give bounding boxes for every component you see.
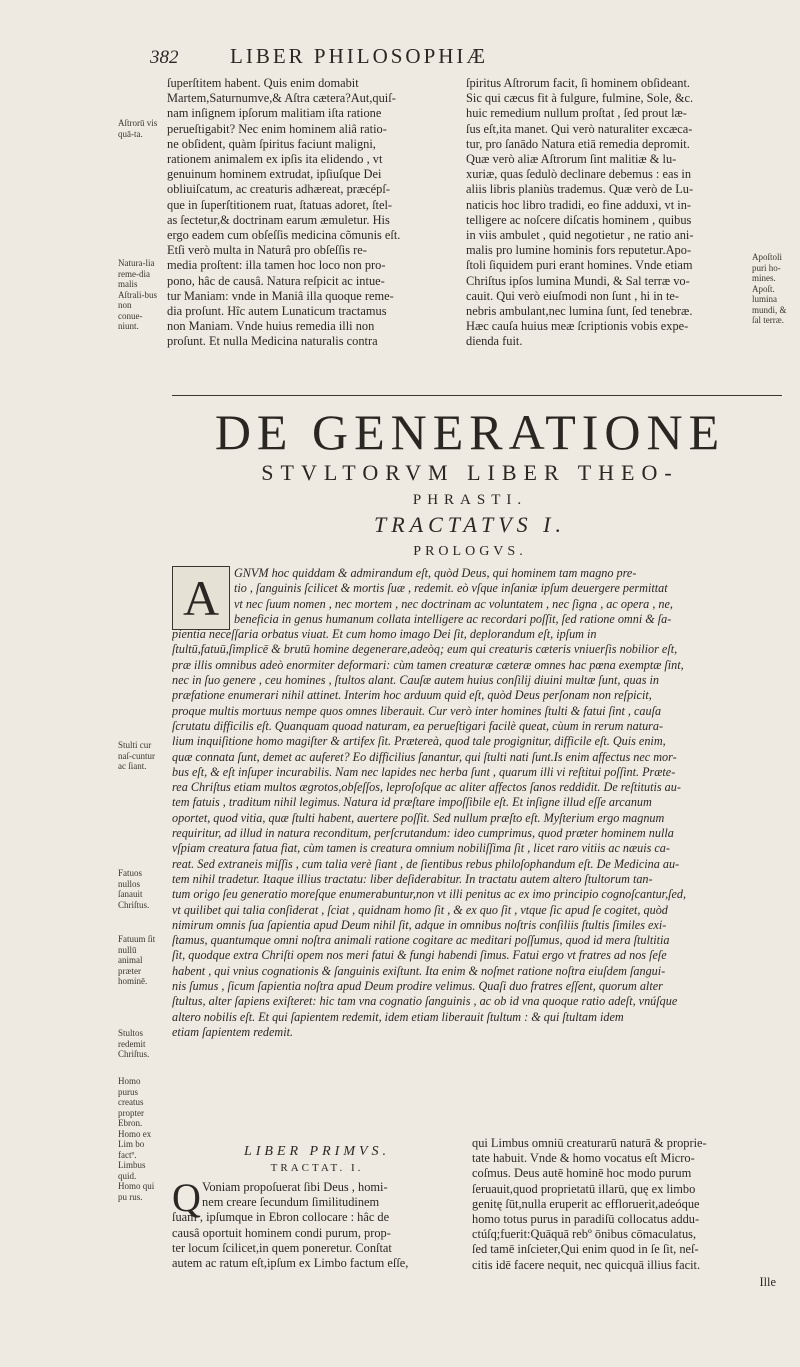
page-number: 382 [150,47,179,68]
prologue-text-line: bus eſt, & eſt inſuper incurabilis. Nam nec lapides nec herba ſunt , quarum illi vi reſtitui poſſint. Præte- [172,764,676,779]
bottom-right-text-line: citis idē facere nequit, nec quicquā illius facit. [472,1257,701,1272]
prologue-text-line: ſtultus, alter ſapiens exiſteret: hic tam vna cognatio ſanguinis , ac ob id vna quoque ratio adeſt, vnúſque [172,994,678,1009]
prologue-text-line: beneficia in genus humanum collata intelligere ac recordari poſſit, ſed ratione omni & ſa- [234,611,672,626]
margin-note-stulti: Stulti cur naſ-cuntur ac ſiant. [118,740,155,771]
prologue-text-line: lium inquiſitione homo magiſter & artifex ſit. Prætereà, quod tale progignitur, difficile eſt. Quis enim, [172,734,666,749]
top-left-text-line: rationem animalem ex ipſis ita elidendo , vt [167,152,383,167]
prologue-text-line: nec in ſuo genere , ceu homines , ſtultos alant. Cauſæ autem huius conſilij diuini multæ ſunt, quas in [172,673,660,688]
top-left-text-line: ergo eadem cum obſeſſis medicina cõmunis eſt. [167,228,401,243]
prologue-text-line: etiam ſapientem redemit. [172,1024,294,1039]
prologue-text-line: vt quilibet qui talia conſiderat , ſciat , quidnam homo ſit , & ex quo ſit , vtque ſic apud ſe cogitet, quòd [172,902,668,917]
prologue-text-line: tem nihil tradetur. Itaque illius tractatu: liber deſiderabitur. In tractatu autem altero ſtultorum tan- [172,871,653,886]
prologue-text-line: ſtultū,fatuū,ſimplicē & brutū homine degenerare,adeòq; eum qui creaturis cæteris vniuerſis nobilior eſt, [172,642,678,657]
title-line-3: PHRASTI. [412,492,528,508]
prologus-heading: PROLOGVS. [413,544,527,559]
top-right-text-line: huic remedium nullum proſtat , ſed prout læ- [466,106,687,121]
top-left-text-line: non Maniam. Vnde huius remedia illi non [167,319,375,334]
prologue-text-line: vſpiam creatura fatua fiat, cùm tamen is creatura omnium nobiliſſima ſit , licet raro vitiis ac næuis ca- [172,841,670,856]
top-right-column [466,76,766,350]
bottom-right-column [472,1136,768,1273]
margin-note-homo: Homo purus creatus propter Ebron. Homo ex Lim bo factº. Limbus quid. Homo qui pu rus. [118,1076,155,1202]
bottom-right-text-line: qui Limbus omniū creaturarū naturā & proprie- [472,1136,707,1150]
top-right-text-line: in viis ambulet , quid negotietur , ne ratio ani- [466,228,694,243]
prologue-text-line: ſcrutatu difficilis eſt. Quanquam quoad naturam, ea perueſtigari facilè queat, cùum in rerum natura- [172,718,664,733]
prologue-text-line: rea Chriſtus etiam multos ægrotos,obſeſſos, leproſoſque ac aliter affectos ſanos reddidit. De reſtitutis au- [172,780,681,795]
prologue-text-line: præ illis omnibus adeò enormiter deformari: cùm tamen creaturæ cæteræ omnes hac pœna exemptæ ſint, [172,657,684,672]
top-left-text-line: as ſectetur,& doctrinam earum æmuletur. His [167,212,390,227]
top-right-text-line: nebris ambulant,nec lumina ſunt, ſed tenebræ. [466,304,693,319]
top-right-text-line: ſpiritus Aſtrorum facit, ſi hominem obſideant. [466,76,691,90]
top-right-text-line: ſtoli ſiquidem puri erant homines. Vnde etiam [466,258,693,273]
running-head: LIBER PHILOSOPHIÆ [230,44,489,68]
prologue-text-line: nimirum omnis ſua ſapientia apud Deum nihil ſit, adque in omnibus noſtris conſiliis ſtultis ſimiles exi- [172,917,667,932]
prologue-text-line: proque multis mortuus nempe quos omnes liberauit. Cur verò inter homines ſtulti & fatui ſint , cauſa [172,703,662,718]
top-right-text-line: naticis hoc libro tradidi, eo fine adduxi, vt in- [466,197,692,212]
bottom-right-text-line: ſeruauit,quod proprietatū illarū, quę ex limbo [472,1181,696,1196]
top-left-text-line: nam inſignem ipſorum malitiam iſta ratione [167,106,382,121]
top-left-column [167,76,459,350]
initial-letter: A [182,570,220,626]
bottom-left-text-line: causâ oportuit hominem condi purum, prop- [172,1225,391,1240]
top-right-text-line: malis pro lumine hominis fors reputetur.Apo- [466,243,692,258]
top-left-text-line: media proſtent: illa tamen hoc loco non pro- [167,258,386,273]
top-right-text-line: Hæc cauſa huius meæ ſcriptionis vobis expe- [466,319,689,334]
bottom-right-text-line: coſmus. Deus autē hominē hoc modo purum [472,1166,692,1181]
bottom-left-text-line: autem ac ratum eſt,ipſum ex Limbo factum eſſe, [172,1256,409,1271]
top-left-text-line: que in ſuperſtitionem ruat, ſtatuas adoret, ſtel- [167,197,393,212]
prologue-text-line: tem fatuis , traditum nihil legimus. Natura id præſtare impoſſibile eſt. Et inſigne illud eſſe arcanum [172,795,652,810]
prologue-text-line: quæ connata ſunt, demet ac auferet? Eo difficilius ſanantur, qui ſtulti nati ſunt.Is enim affectus nec mor- [172,749,677,764]
margin-note-stultos: Stultos redemit Chriſtus. [118,1028,150,1059]
tractatus-heading: TRACTATVS I. [373,512,566,537]
top-right-text-line: ſus eſt,ita manet. Qui verò naturaliter excæca- [466,121,693,136]
top-right-text-line: telligere ac noſcere diſcatis hominem , quibus [466,212,692,227]
margin-note-naturalia: Natura-lia reme-dia malis Aſtrali-bus non conue-niunt. [118,258,157,331]
top-right-text-line: Sic qui cæcus fit à fulgure, fulmine, Sole, &c. [466,91,694,106]
bottom-left-text-line: nem creare ſecundum ſimilitudinem [202,1195,380,1210]
tractatus-subheading: TRACTAT. I. [270,1162,364,1174]
top-left-text-line: perueſtigabit? Nec enim hominem aliâ ratio- [167,121,387,136]
top-left-text-line: genuinum hominem extrudat, ipſiuſque Dei [167,167,382,182]
bottom-left-text-line: ter locum ſcilicet,in quem poneretur. Conſtat [172,1240,392,1255]
bottom-right-text-line: genitę ſūt,nulla eruperit ac effloruerit,adeóque [472,1196,700,1211]
prologue-text-line: ſit, quodque extra Chriſti opem nos meri fatui & fungi habendi ſimus. Fatui ergo vt fratres ad nos ſeſe [172,948,667,963]
title-line-2: STVLTORVM LIBER THEO- [261,460,679,485]
bottom-left-column [172,1175,462,1271]
top-left-text-line: ne obſident, quàm ſpiritus faciunt maligni, [167,136,376,151]
catchword: Ille [759,1275,776,1289]
top-right-text-line: tur, pro ſanādo Natura etiā remedia depromit. [466,136,690,151]
liber-primus-heading: LIBER PRIMVS. [243,1144,391,1159]
prologue-text-line: pientia neceſſaria orbatus viuat. Et cum homo imago Dei ſit, deplorandum eſt, ipſum in [172,627,597,642]
prologue-text-line: nis ſumus , ſicum ſapientia noſtra apud Deum prodire velimus. Quaſi duo fratres eſſent, quorum alter [172,979,663,994]
top-left-text-line: dia proſunt. Hîc autem Lunaticum tractamus [167,304,387,319]
prologue-text-line: vt nec ſuum nomen , nec mortem , nec doctrinam ac voluntatem , nec ſigna , ac opera , ne, [234,596,673,611]
prologue-text-line: ſtamus, quantumque omni noſtra animali ratione cogitare ac meditari poſſumus, quod id mera ſtultitia [172,933,670,948]
main-title: DE GENERATIONE [214,404,726,460]
margin-note-fatuum: Fatuum ſit nullū animal præter hominē. [118,934,156,986]
prologue-text-line: tum origo ſeu generatio moreſque enumerabuntur,non vt illi penitus ac ex imo principio cognoſcantur,ſed, [172,887,687,902]
prologue-text [172,566,782,1040]
top-left-text-line: Etſi verò multa in Naturâ pro obſeſſis re- [167,243,367,258]
top-left-text-line: ſuperſtitem habent. Quis enim domabit [167,76,359,90]
bottom-right-text-line: ſed tamē inſcieter,Qui enim quod in ſe ſit, neſ- [472,1242,699,1257]
prologue-text-line: tio , ſanguinis ſcilicet & mortis ſuæ , redemit. eò vſque inſaniæ ipſum deuergere permittat [234,581,668,596]
top-left-text-line: tur Maniam: vnde in Maniâ illa quoque reme- [167,288,394,303]
prologue-text-line: reat. Sed extraneis miſſis , cum talia verè ſiant , de ſientibus rebus philoſophandum eſt. De Medicina au- [172,856,680,871]
bottom-right-text-line: homo totus purus in paradiſū collocatus addu- [472,1212,700,1227]
page-header [150,44,780,70]
top-right-text-line: dienda fuit. [466,334,523,349]
margin-note-astrorum: Aſtrorū vis quā-ta. [118,118,158,139]
top-left-text-line: proſunt. Et nulla Medicina naturalis contra [167,334,378,349]
section-rule [172,395,782,396]
top-right-text-line: cauit. Qui verò eiuſmodi non ſunt , hi in te- [466,288,680,303]
drop-cap-q: Q [172,1175,201,1220]
bottom-left-text-line: Voniam propoſuerat ſibi Deus , homi- [202,1180,388,1194]
prologue-text-line: altero nobilis eſt. Et qui ſapientem redemit, idem etiam liberauit ſtultum : & qui ſtultam idem [172,1009,624,1024]
bottom-right-text-line: tate habuit. Vnde & homo vocatus eſt Micro- [472,1151,695,1166]
top-left-text-line: Martem,Saturnumve,& Aſtra cætera?Aut,quiſ- [167,91,396,106]
top-right-text-line: Quæ verò aliæ Aſtrorum ſint malitiæ & lu- [466,152,677,167]
prologue-text-line: requiritur, ad illud in natura reconditum, perſcrutandum: ideo cumprimus, quod præter hominem nulla [172,826,674,841]
top-left-text-line: obliuiſcatum, ac creaturis adhæreat, præcépſ- [167,182,390,197]
prologue-text-line: oportet, quod vitia, quæ ſtulti habent, auertere poſſit. Sed nullum præſto eſt. Myſterium ergo magnum [172,810,665,825]
bottom-right-text-line: ctúſq;fuerit:Quāquā rebº ōnibus cōmaculatus, [472,1227,697,1242]
bottom-left-text-line: ſuam , ipſumque in Ebron collocare : hâc de [172,1210,390,1225]
top-right-text-line: aliis libris planiùs trademus. Quæ verò de Lu- [466,182,694,197]
margin-note-fatuos: Fatuos nullos ſanauit Chriſtus. [118,868,150,910]
top-right-text-line: xuriæ, quas ſedulò declinare debemus : eas in [466,167,692,182]
top-right-text-line: Chriſtus ipſos lumina Mundi, & Sal terræ vo- [466,273,690,288]
top-left-text-line: pono, hâc de causâ. Natura reſpicit ac intue- [167,273,385,288]
prologue-text-line: habent , qui vnius cognationis & ſanguinis exiſtunt. Ita enim & noſmet ratione noſtra eiuſdem ſangui- [172,963,666,978]
prologue-text-line: GNVM hoc quiddam & admirandum eſt, quòd Deus, qui hominem tam magno pre- [234,566,637,580]
margin-note-apostoli: Apoſtoli puri ho-mines. Apoſt. lumina mundi, & ſal terræ. [752,252,787,325]
prologue-text-line: præfatione enumerari nihil attinet. Interim hoc arduum quid eſt, quòd Deus perſonam non reſpicit, [172,688,652,703]
